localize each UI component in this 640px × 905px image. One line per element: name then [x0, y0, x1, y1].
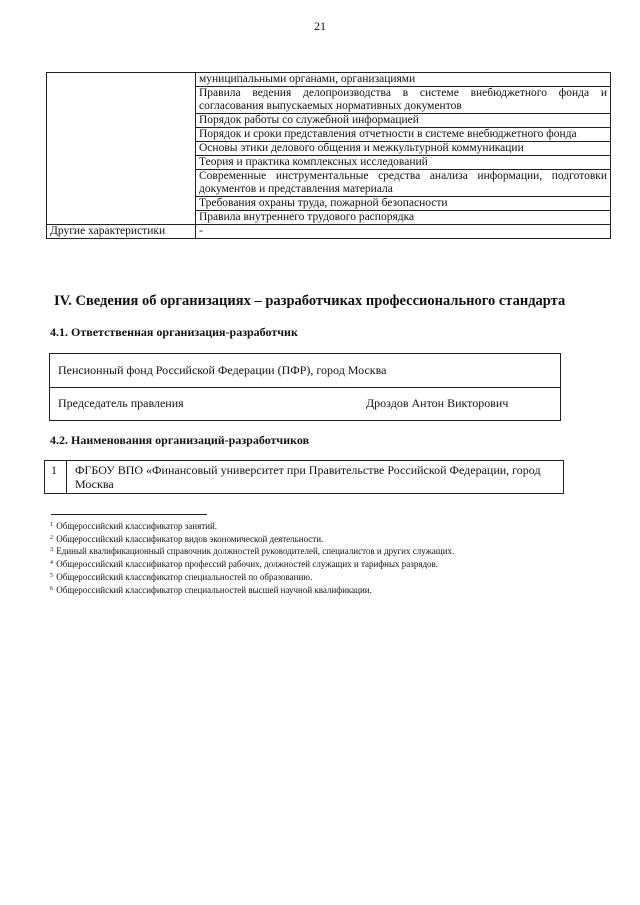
responsible-organization-box	[49, 353, 561, 421]
footnote-text: Общероссийский классификатор занятий.	[56, 521, 218, 531]
footnote-text: Общероссийский классификатор специальностей высшей научной квалификации.	[56, 584, 372, 595]
section-title: IV. Сведения об организациях – разработчиках профессионального стандарта	[54, 293, 566, 309]
other-characteristics-label: Другие характеристики	[47, 225, 196, 239]
footnote	[50, 545, 454, 558]
footnote-mark: 4	[50, 560, 53, 567]
footnotes	[50, 520, 454, 596]
box-divider	[50, 387, 560, 388]
table-cell: муниципальными органами, организациями	[196, 73, 611, 87]
page-number: 21	[314, 19, 326, 33]
table-cell: Основы этики делового общения и межкультурной коммуникации	[196, 142, 611, 156]
footnote	[50, 558, 454, 571]
footnote-mark: 5	[50, 572, 53, 579]
footnote-mark: 6	[50, 585, 53, 592]
footnote	[50, 584, 454, 597]
footnote	[50, 520, 454, 533]
footnote-text: Единый квалификационный справочник должностей руководителей, специалистов и других служащих.	[56, 546, 455, 557]
footnote-text: Общероссийский классификатор специальностей по образованию.	[56, 571, 313, 582]
table-cell: Порядок работы со служебной информацией	[196, 114, 611, 128]
requirements-table	[46, 72, 611, 239]
table-cell: Правила ведения делопроизводства в системе внебюджетного фонда и согласования выпускаемых нормативных документов	[196, 87, 611, 114]
responsible-heading: 4.1. Ответственная организация-разработчик	[50, 325, 298, 339]
responsible-organization-name: Пенсионный фонд Российской Федерации (ПФР), город Москва	[58, 363, 387, 377]
table-cell: Современные инструментальные средства анализа информации, подготовки документов и представления материала	[196, 170, 611, 197]
developer-organization-name: ФГБОУ ВПО «Финансовый университет при Правительстве Российской Федерации, город Москва	[75, 463, 541, 491]
table-left-cell	[47, 73, 196, 225]
footnote-mark: 1	[50, 522, 53, 528]
other-characteristics-value: -	[196, 225, 611, 239]
footnote-text: Общероссийский классификатор видов экономической деятельности.	[56, 533, 324, 544]
developer-number: 1	[45, 461, 67, 493]
table-cell: Правила внутреннего трудового распорядка	[196, 211, 611, 225]
table-cell: Требования охраны труда, пожарной безопасности	[196, 197, 611, 211]
responsible-person: Дроздов Антон Викторович	[366, 396, 509, 410]
footnote-mark: 2	[50, 534, 53, 541]
footnote	[50, 571, 454, 584]
developers-heading: 4.2. Наименования организаций-разработчиков	[50, 433, 310, 447]
footnote-text: Общероссийский классификатор профессий рабочих, должностей служащих и тарифных разрядов.	[56, 559, 439, 570]
footnote-mark: 3	[50, 547, 53, 554]
table-row-other	[47, 225, 611, 239]
footnote-separator	[51, 514, 207, 515]
developer-organization-row	[44, 460, 564, 494]
table-cell: Теория и практика комплексных исследований	[196, 156, 611, 170]
table-cell: Порядок и сроки представления отчетности в системе внебюджетного фонда	[196, 128, 611, 142]
table-row	[47, 73, 611, 87]
footnote	[50, 533, 454, 546]
responsible-position: Председатель правления	[58, 396, 184, 410]
